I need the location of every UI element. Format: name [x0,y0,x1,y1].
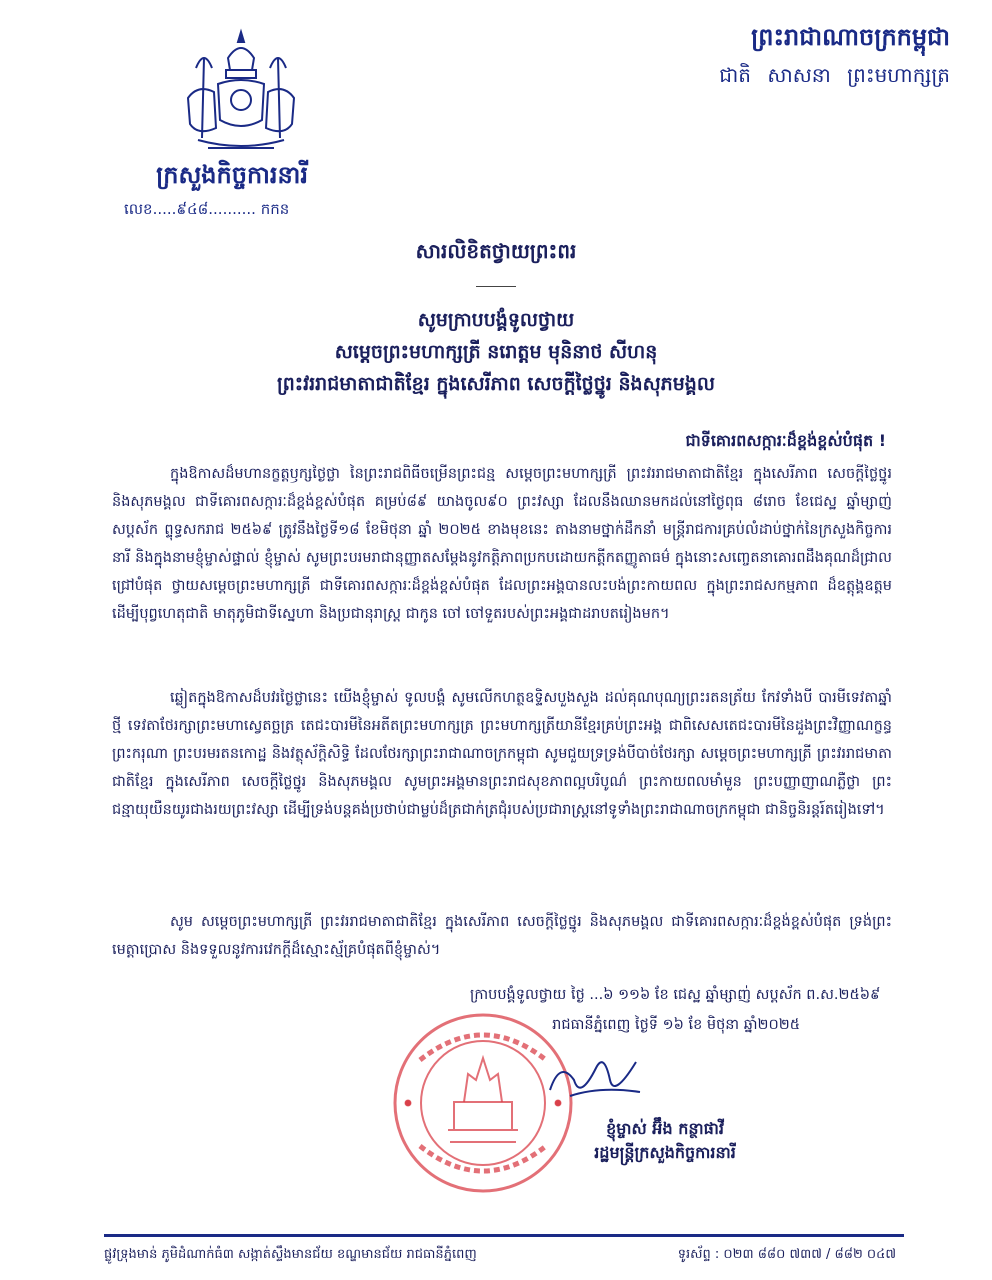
salutation: ជាទីគោរពសក្ការៈដ៏ខ្ពង់ខ្ពស់បំផុត ! [685,431,886,450]
footer-divider [104,1234,904,1237]
letter-number: លេខ.....៩៤៨.......... កកន [124,200,290,218]
document-title: សារលិខិតថ្វាយព្រះពរ [415,239,577,263]
minister-name: ខ្ញុំម្ចាស់ អ៊ឹង កន្ថាផាវី [606,1119,724,1138]
body-paragraph: ក្នុងឱកាសដ៏មហានក្ខត្តឫក្សថ្ងៃថ្លា នៃព្រះរាជពិធីចម្រើនព្រះជន្ម សម្តេចព្រះមហាក្សត្រី ព្រះវររាជមាតាជាតិខ្មែរ ក្នុងសេរីភាព សេចក្តីថ្លៃថ្នូរ និងសុភមង្គល ជាទីគោរពសក្ការៈដ៏ខ្ពង់ខ្ពស់បំផុត គម្រប់៨៩ យាងចូល៩០ ព្រះវស្សា ដែលនឹងឈានមកដល់នៅថ្ងៃពុធ ៨រោច ខែជេស្ឋ ឆ្នាំម្សាញ់ សប្តស័ក ព្ទុទ្ធសករាជ ២៥៦៩ ត្រូវនឹងថ្ងៃទី១៨ ខែមិថុនា ឆ្នាំ ២០២៥ ខាងមុខនេះ តាងនាមថ្នាក់ដឹកនាំ មន្ត្រីរាជការគ្រប់លំដាប់ថ្នាក់នៃក្រសួងកិច្ចការនារី និងក្នុងនាមខ្ញុំម្ចាស់ផ្ទាល់ ខ្ញុំម្ចាស់ សូមព្រះបរមរាជានុញ្ញាតសម្តែងនូវកត្តិភាពប្រកបដោយកត្តីកតញ្ញូតាធម៌ ក្នុងនោះសញ្ចេតនាគោរពដឹងគុណដ៏ជ្រាលជ្រៅបំផុត ថ្វាយសម្តេចព្រះមហាក្សត្រី ជាទីគោរពសក្ការៈដ៏ខ្ពង់ខ្ពស់បំផុត ដែលព្រះអង្គបានលះបង់ព្រះកាយពល ក្នុងព្រះរាជសកម្មភាព ដ៏ឧត្តុង្គឧត្តម ដើម្បីបុព្វហេតុជាតិ មាតុភូមិជាទីស្នេហា និងប្រជានុរាស្ត្រ ជាកូន ចៅ ចៅទួតរបស់ព្រះអង្គជាដរាបតរៀងមក។ [112,466,892,622]
footer-phone: ទូរស័ព្ទ : ០២៣ ៨៨០ ៧៣៧ / ៨៨២ ០៤៧ [677,1247,896,1262]
body-paragraph: សូម សម្តេចព្រះមហាក្សត្រី ព្រះវររាជមាតាជាតិខ្មែរ ក្នុងសេរីភាព សេចក្តីថ្លៃថ្នូរ និងសុភមង្គល ជាទីគោរពសក្ការៈដ៏ខ្ពង់ខ្ពស់បំផុត ទ្រង់ព្រះមេត្តាប្រោស និងទទួលនូវការវេកក្តីដ៏ស្មោះស្ម័គ្របំផុតពីខ្ញុំម្ចាស់។ [112,914,892,958]
solar-date: រាជធានីភ្នំពេញ ថ្ងៃទី ១៦ ខែ មិថុនា ឆ្នាំ២០២៥ [552,1017,800,1033]
royal-emblem-icon [178,28,304,156]
heading-line: សូមក្រាបបង្គំទូលថ្វាយ [417,309,575,331]
signature-icon [540,1040,650,1110]
heading-line: សម្តេចព្រះមហាក្សត្រី នរោត្តម មុនិនាថ សីហនុ [334,341,658,363]
minister-title: រដ្ឋមន្ត្រីក្រសួងកិច្ចការនារី [594,1143,736,1162]
kingdom-title: ព្រះរាជាណាចក្រកម្ពុជា [751,23,950,51]
footer-address: ផ្លូវទ្រុងមាន់ ភូមិដំណាក់ធំ៣ សង្កាត់ស្ទឹងមានជ័យ ខណ្ឌមានជ័យ រាជធានីភ្នំពេញ [104,1247,477,1262]
heading-line: ព្រះវររាជមាតាជាតិខ្មែរ ក្នុងសេរីភាព សេចក្តីថ្លៃថ្នូរ និងសុភមង្គល [277,373,715,395]
lunar-date: ក្រាបបង្គំទូលថ្វាយ ថ្ងៃ ...៦ ១១៦ ខែ ជេស្ឋ ឆ្នាំម្សាញ់ សប្តស័ក ព.ស.២៥៦៩ [470,987,881,1003]
title-divider [476,286,516,287]
body-paragraph: ឆ្លៀតក្នុងឱកាសដ៏បវរថ្ងៃថ្លានេះ យើងខ្ញុំម្ចាស់ ទូលបង្គំ សូមលើកហត្ថឧទ្ទិសបួងសួង ដល់គុណបុណ្យព្រះរតនត្រ័យ កែវទាំងបី បារមីទេវតាឆ្នាំថ្មី ទេវតាថែរក្សាព្រះមហាស្វេតច្ឆត្រ តេជះបារមីនៃអតីតព្រះមហាក្សត្រ ព្រះមហាក្សត្រីយានីខ្មែរគ្រប់ព្រះអង្គ ជាពិសេសតេជះបារមីនៃដួងព្រះវិញ្ញាណក្ខន្ធ ព្រះករុណា ព្រះបរមរតនកោដ្ឋ និងវត្ថុស័ក្តិសិទ្ធិ ដែលថែរក្សាព្រះរាជាណាចក្រកម្ពុជា សូមជួយទ្រទ្រង់បីបាច់ថែរក្សា សម្តេចព្រះមហាក្សត្រី ព្រះវររាជមាតាជាតិខ្មែរ ក្នុងសេរីភាព សេចក្តីថ្លៃថ្នូរ និងសុភមង្គល សូមព្រះអង្គមានព្រះរាជសុខភាពល្អបរិបូណ៌ ព្រះកាយពលមាំមួន ព្រះបញ្ញាញាណភ្លឺថ្លា ព្រះជន្មាយុយឺនយូរជាងរយព្រះវស្សា ដើម្បីទ្រង់បន្តគង់ប្រថាប់ជាម្លប់ដ៏ត្រជាក់ត្រជុំរបស់ប្រជារាស្ត្រនៅទូទាំងព្រះរាជាណាចក្រកម្ពុជា ជានិច្ចនិរន្តរ៍តរៀងទៅ។ [112,690,892,818]
national-motto: ជាតិ សាសនា ព្រះមហាក្សត្រ [719,63,950,87]
ministry-name: ក្រសួងកិច្ចការនារី [156,161,308,189]
